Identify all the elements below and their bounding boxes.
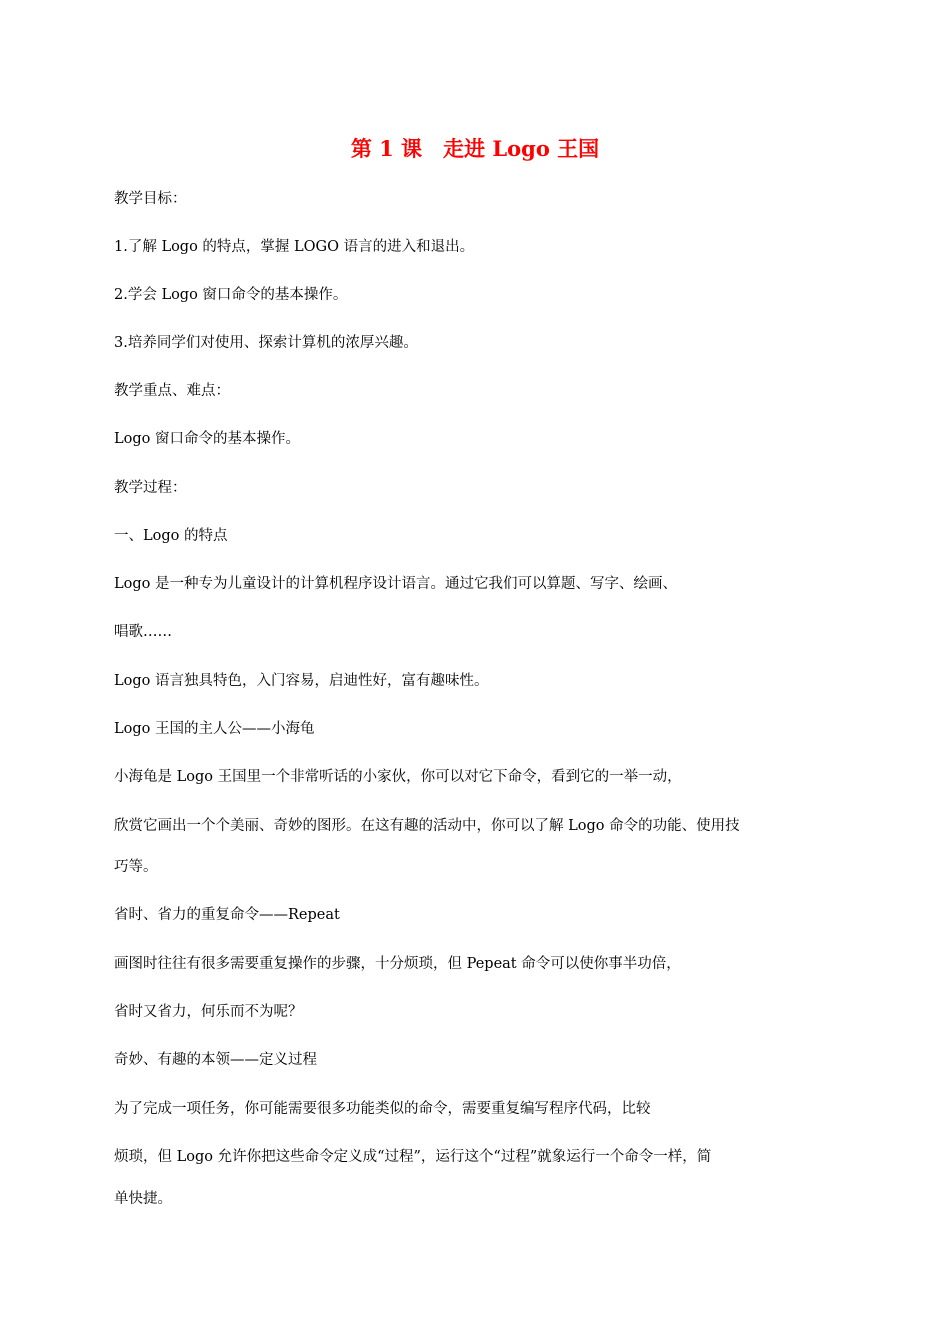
- objective-item-2: 2.学会 Logo 窗口命令的基本操作。: [114, 287, 348, 303]
- subheading-repeat: 省时、省力的重复命令——Repeat: [114, 907, 340, 923]
- section-heading-process: 教学过程：: [114, 480, 187, 496]
- section-heading-objectives: 教学目标：: [114, 191, 187, 207]
- paragraph-line: 单快捷。: [114, 1191, 172, 1207]
- subheading-logo-features: 一、Logo 的特点: [114, 528, 228, 544]
- paragraph-line: Logo 是一种专为儿童设计的计算机程序设计语言。通过它我们可以算题、写字、绘画、: [114, 576, 677, 592]
- section-heading-key-points: 教学重点、难点：: [114, 383, 230, 399]
- paragraph-line: 巧等。: [114, 859, 158, 875]
- paragraph-line: 烦琐，但 Logo 允许你把这些命令定义成“过程”，运行这个“过程”就象运行一个命令一样，简: [114, 1149, 712, 1165]
- key-points-text: Logo 窗口命令的基本操作。: [114, 431, 300, 447]
- objective-item-1: 1.了解 Logo 的特点，掌握 LOGO 语言的进入和退出。: [114, 239, 475, 255]
- paragraph-line: 欣赏它画出一个个美丽、奇妙的图形。在这有趣的活动中，你可以了解 Logo 命令的功能、使用技: [114, 818, 740, 834]
- paragraph-line: 为了完成一项任务，你可能需要很多功能类似的命令，需要重复编写程序代码，比较: [114, 1101, 651, 1117]
- lesson-title: 第 1 课 走进 Logo 王国: [350, 136, 600, 161]
- paragraph-line: Logo 语言独具特色，入门容易，启迪性好，富有趣味性。: [114, 673, 489, 689]
- paragraph-line: 画图时往往有很多需要重复操作的步骤，十分烦琐，但 Pepeat 命令可以使你事半功倍，: [114, 956, 681, 972]
- paragraph-line: 唱歌……: [114, 624, 172, 640]
- paragraph-line: 小海龟是 Logo 王国里一个非常听话的小家伙，你可以对它下命令，看到它的一举一动，: [114, 769, 682, 785]
- subheading-turtle: Logo 王国的主人公——小海龟: [114, 721, 315, 737]
- objective-item-3: 3.培养同学们对使用、探索计算机的浓厚兴趣。: [114, 335, 418, 351]
- subheading-procedure: 奇妙、有趣的本领——定义过程: [114, 1052, 317, 1068]
- paragraph-line: 省时又省力，何乐而不为呢？: [114, 1004, 303, 1020]
